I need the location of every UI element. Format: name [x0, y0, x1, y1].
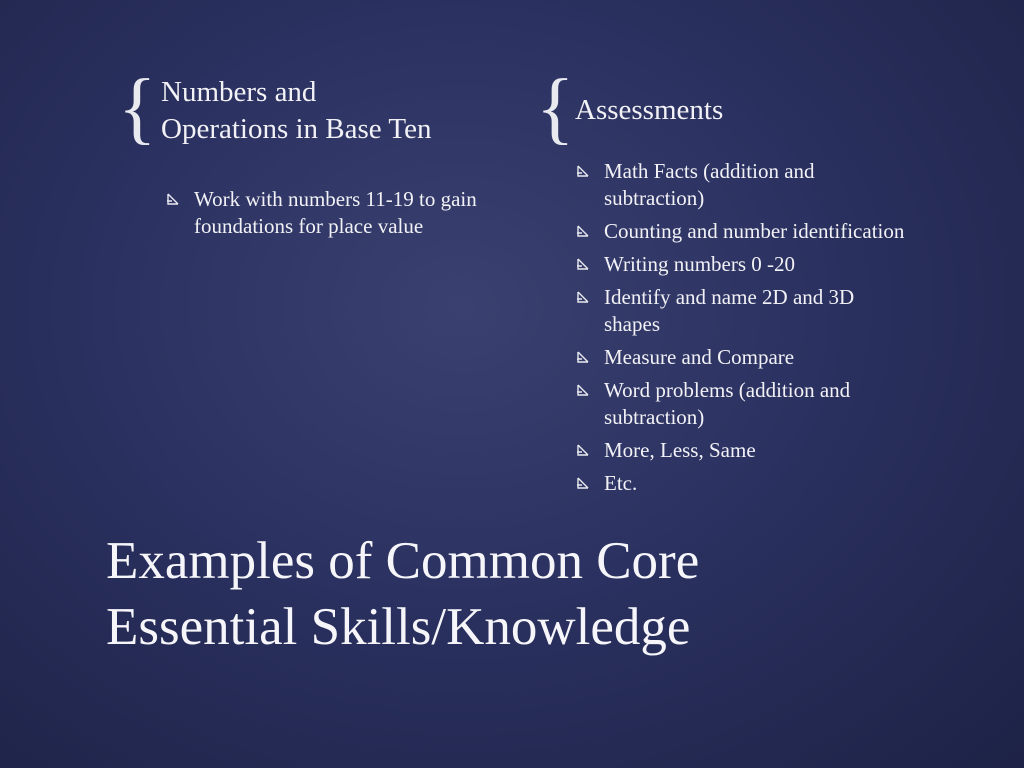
slide-title — [106, 528, 966, 660]
left-heading-row — [118, 64, 498, 152]
crossed-wedge-icon — [576, 383, 590, 397]
crossed-wedge-icon — [576, 164, 590, 178]
list-item-text: Counting and number identification — [604, 219, 905, 243]
right-column — [536, 64, 916, 495]
list-item-text: More, Less, Same — [604, 438, 756, 462]
crossed-wedge-icon — [576, 476, 590, 490]
list-item — [574, 251, 914, 278]
list-item — [574, 377, 914, 431]
list-item-text: Writing numbers 0 -20 — [604, 252, 796, 276]
right-heading-row — [536, 64, 916, 152]
crossed-wedge-icon — [576, 443, 590, 457]
list-item — [574, 218, 914, 245]
list-item — [574, 344, 914, 371]
list-item — [164, 186, 494, 240]
right-brace: { — [536, 64, 575, 152]
list-item — [574, 470, 914, 497]
left-brace: { — [118, 64, 157, 152]
crossed-wedge-icon — [576, 257, 590, 271]
slide-title-line-1: Examples of Common Core — [106, 532, 700, 590]
left-bullet-list — [164, 186, 494, 246]
list-item-text: Etc. — [604, 471, 638, 495]
crossed-wedge-icon — [166, 192, 180, 206]
left-heading-line-2: Operations in Base Ten — [161, 113, 432, 145]
left-heading — [161, 72, 498, 148]
crossed-wedge-icon — [576, 350, 590, 364]
list-item — [574, 437, 914, 464]
list-item — [574, 158, 914, 212]
list-item-text: Measure and Compare — [604, 345, 795, 369]
crossed-wedge-icon — [576, 224, 590, 238]
list-item-text: Math Facts (addition and subtraction) — [604, 159, 815, 210]
right-heading: Assessments — [575, 94, 724, 126]
left-column — [118, 64, 498, 238]
list-item-text: Work with numbers 11-19 to gain foundations for place value — [194, 187, 477, 238]
crossed-wedge-icon — [576, 290, 590, 304]
list-item-text: Word problems (addition and subtraction) — [604, 378, 851, 429]
list-item-text: Identify and name 2D and 3D shapes — [604, 285, 855, 336]
slide-title-line-2: Essential Skills/Knowledge — [106, 598, 691, 656]
left-heading-line-1: Numbers and — [161, 76, 317, 108]
list-item — [574, 284, 914, 338]
right-bullet-list — [574, 158, 914, 503]
